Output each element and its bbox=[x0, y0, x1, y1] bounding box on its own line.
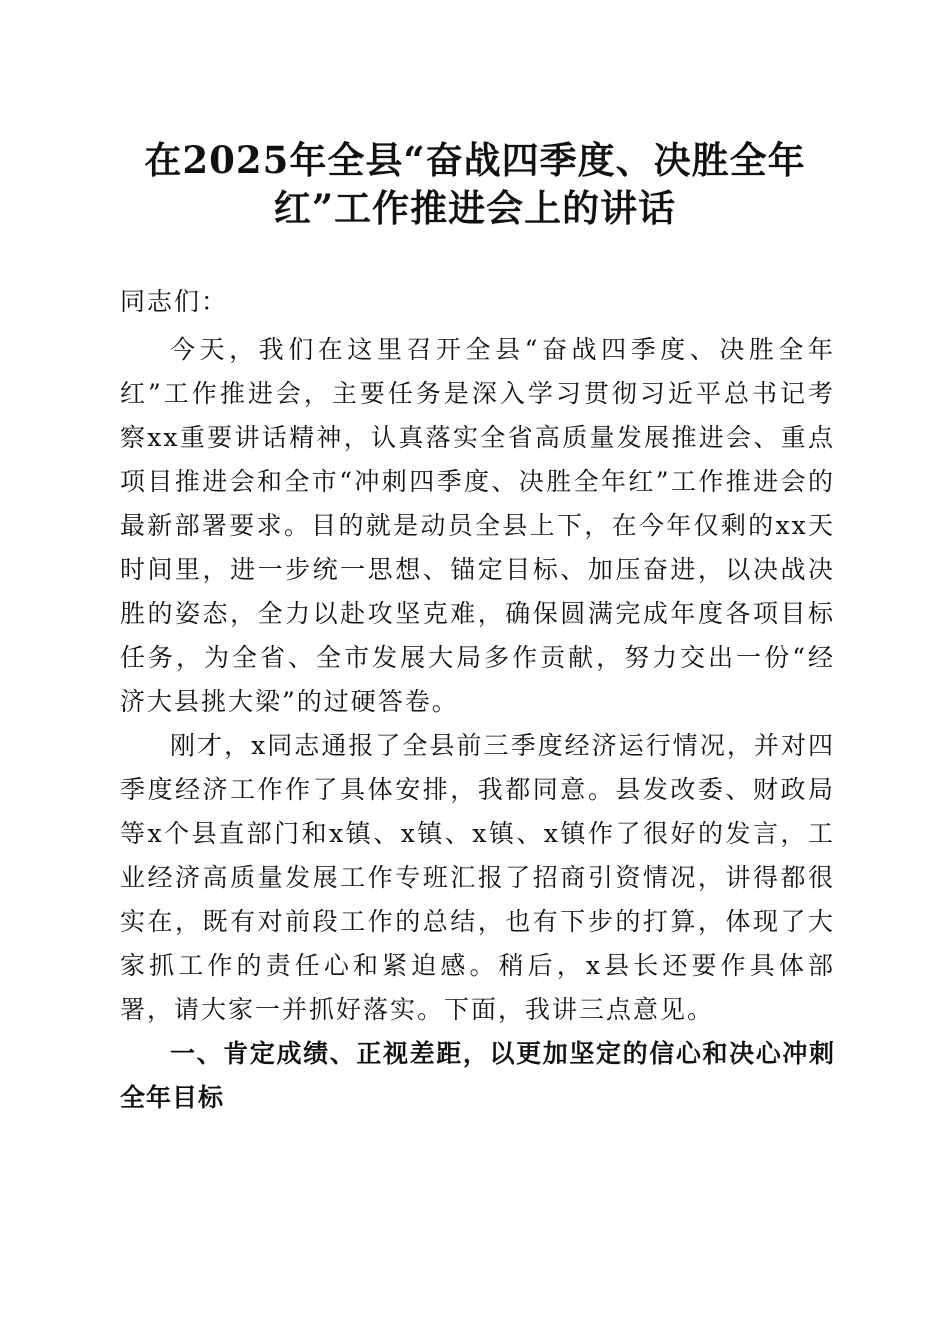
document-title bbox=[120, 136, 830, 232]
document-body bbox=[120, 280, 835, 1120]
paragraph-review: 刚才，x同志通报了全县前三季度经济运行情况，并对四季度经济工作作了具体安排，我都同意。县发改委、财政局等x个县直部门和x镇、x镇、x镇、x镇作了很好的发言，工业经济高质量发展工作专班汇报了招商引资情况，讲得都很实在，既有对前段工作的总结，也有下步的打算，体现了大家抓工作的责任心和紧迫感。稍后，x县长还要作具体部署，请大家一并抓好落实。下面，我讲三点意见。 bbox=[120, 731, 835, 1024]
section-heading-1: 一、肯定成绩、正视差距，以更加坚定的信心和决心冲刺全年目标 bbox=[120, 1039, 835, 1112]
title-line-2: 红”工作推进会上的讲话 bbox=[273, 186, 677, 230]
paragraph-opening: 今天，我们在这里召开全县“奋战四季度、决胜全年红”工作推进会，主要任务是深入学习贯彻习近平总书记考察xx重要讲话精神，认真落实全省高质量发展推进会、重点项目推进会和全市“冲刺四季度、决胜全年红”工作推进会的最新部署要求。目的就是动员全县上下，在今年仅剩的xx天时间里，进一步统一思想、锚定目标、加压奋进，以决战决胜的姿态，全力以赴攻坚克难，确保圆满完成年度各项目标任务，为全省、全市发展大局多作贡献，努力交出一份“经济大县挑大梁”的过硬答卷。 bbox=[120, 335, 835, 716]
salutation: 同志们： bbox=[120, 287, 229, 316]
title-line-1: 在2025年全县“奋战四季度、决胜全年 bbox=[144, 138, 806, 182]
